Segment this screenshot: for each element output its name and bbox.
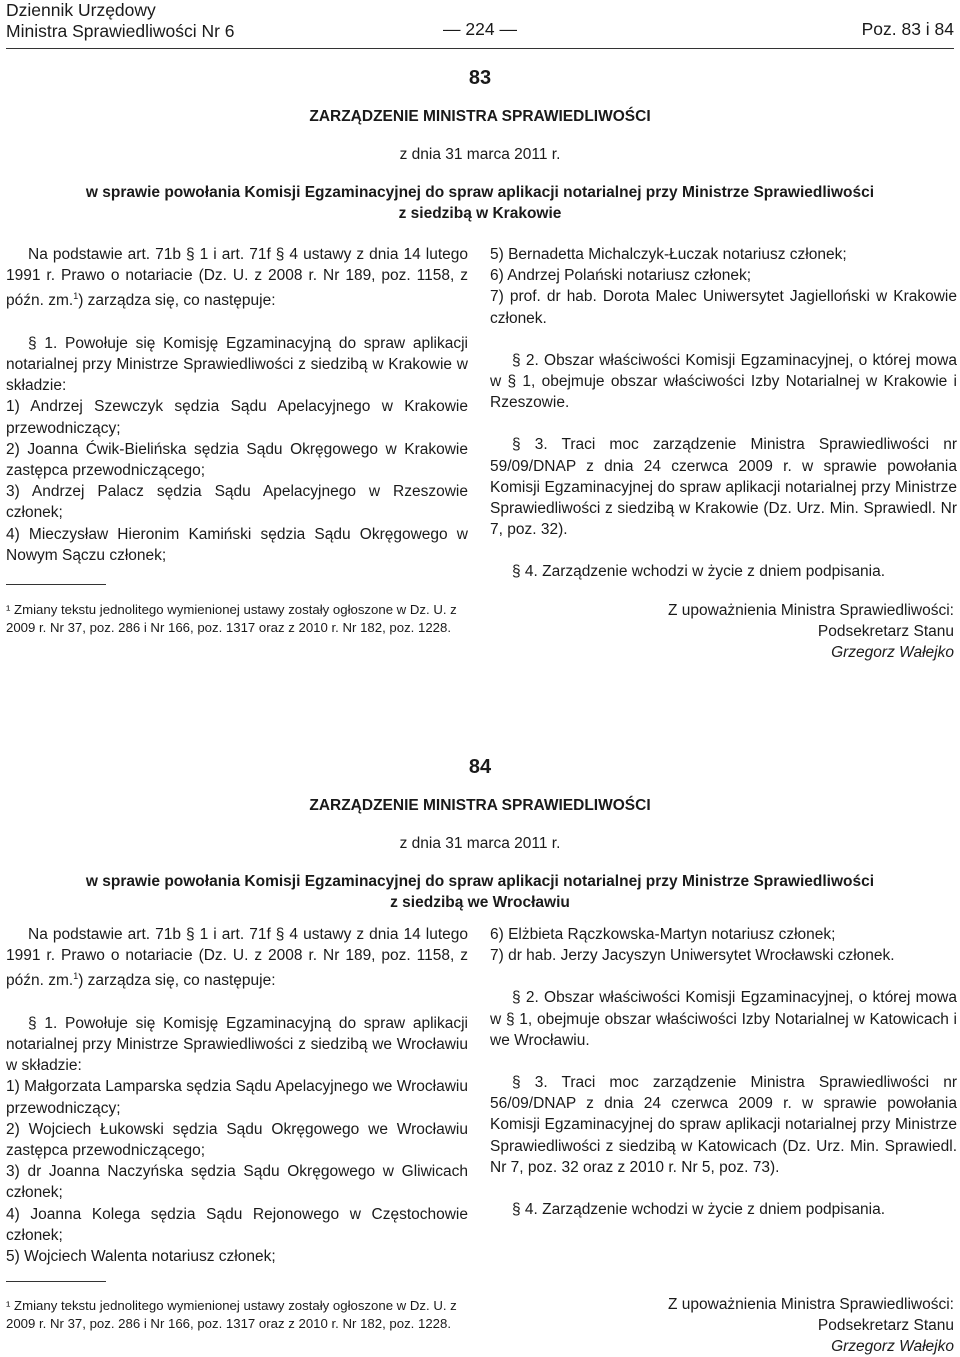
signature-authority: Z upoważnienia Ministra Sprawiedliwości: [667, 1296, 954, 1313]
doc83-paragraph-3: § 3. Traci moc zarządzenie Ministra Sprawiedliwości nr 59/09/DNAP z dnia 24 czerwca 2009 r. w sprawie powołania Komisji Egzaminacyjnej do spraw aplikacji notarialnej przy Ministrze Sprawiedliwości z siedzibą w Krakowie (Dz. Urz. Min. Sprawiedl. Nr 7, poz. 32). [490, 436, 957, 539]
positions-label: Poz. 83 i 84 [861, 19, 954, 39]
doc83-paragraph-2: § 2. Obszar właściwości Komisji Egzaminacyjnej, o której mowa w § 1, obejmuje obszar właściwości Izby Notarialnej w Krakowie i Rzeszowie. [490, 351, 957, 412]
list-item: 6) Andrzej Polański notariusz członek; [490, 267, 752, 285]
list-item: 3) dr Joanna Naczyńska sędzia Sądu Okręgowego w Gliwicach członek; [6, 1163, 468, 1202]
list-item: 5) Bernadetta Michalczyk-Łuczak notariusz członek; [490, 246, 847, 263]
doc83-right-column [490, 244, 957, 583]
doc84-footnote-rule [6, 1281, 106, 1282]
doc84-paragraph-1: § 1. Powołuje się Komisję Egzaminacyjną do spraw aplikacji notarialnej przy Ministrze Sprawiedliwości z siedzibą we Wrocławiu w składzie: [6, 1014, 468, 1075]
list-item: 4) Mieczysław Hieronim Kamiński sędzia Sądu Okręgowego w Nowym Sączu członek; [6, 525, 468, 564]
doc83-paragraph-4: § 4. Zarządzenie wchodzi w życie z dniem podpisania. [512, 563, 886, 581]
doc84-signature [668, 1294, 954, 1357]
list-item: 1) Małgorzata Lamparska sędzia Sądu Apelacyjnego we Wrocławiu przewodniczący; [6, 1078, 468, 1117]
doc84-right-column [490, 924, 957, 1220]
doc84-left-column [6, 924, 468, 1267]
doc84-preamble: Na podstawie art. 71b § 1 i art. 71f § 4 ustawy z dnia 14 lutego 1991 r. Prawo o notariacie (Dz. U. z 2008 r. Nr 189, poz. 1158, z późn. zm.$^1$) zarządza się, co następuje: [6, 926, 468, 990]
signature-name: Grzegorz Wałejko [831, 1338, 954, 1355]
page-number: — 224 — [443, 19, 517, 39]
doc83-number: 83 [468, 67, 492, 89]
doc84-paragraph-3: § 3. Traci moc zarządzenie Ministra Sprawiedliwości nr 56/09/DNAP z dnia 24 czerwca 2009 r. w sprawie powołania Komisji Egzaminacyjnej do spraw aplikacji notarialnej przy Ministrze Sprawiedliwości z siedzibą w Katowicach (Dz. Urz. Min. Sprawiedl. Nr 7, poz. 32 oraz z 2010 r. Nr 5, poz. 73). [490, 1074, 957, 1176]
doc84-heading [0, 755, 960, 913]
list-item: 1) Andrzej Szewczyk sędzia Sądu Apelacyjnego w Krakowie przewodniczący; [6, 398, 468, 437]
doc84-paragraph-2: § 2. Obszar właściwości Komisji Egzaminacyjnej, o której mowa w § 1, obejmuje obszar właściwości Izby Notarialnej w Katowicach i we Wrocławiu. [490, 989, 957, 1049]
signature-authority: Z upoważnienia Ministra Sprawiedliwości: [667, 602, 954, 619]
list-item: 5) Wojciech Walenta notariusz członek; [6, 1248, 276, 1265]
doc83-footnote-rule [6, 584, 106, 585]
doc84-title: ZARZĄDZENIE MINISTRA SPRAWIEDLIWOŚCI [309, 797, 651, 814]
doc83-date: z dnia 31 marca 2011 r. [399, 146, 561, 163]
list-item: 2) Joanna Ćwik-Bielińska sędzia Sądu Okręgowego w Krakowie zastępca przewodniczącego; [6, 440, 468, 479]
list-item: 7) dr hab. Jerzy Jacyszyn Uniwersytet Wrocławski członek. [490, 947, 895, 965]
header-divider [6, 48, 954, 49]
doc83-heading [0, 66, 960, 224]
doc84-date: z dnia 31 marca 2011 r. [399, 835, 561, 852]
signature-title: Podsekretarz Stanu [817, 623, 954, 640]
doc83-title: ZARZĄDZENIE MINISTRA SPRAWIEDLIWOŚCI [309, 108, 651, 125]
doc84-footnote: ¹ Zmiany tekstu jednolitego wymienionej ustawy zostały ogłoszone w Dz. U. z 2009 r. Nr 37, poz. 286 i Nr 166, poz. 1317 oraz z 2010 r. Nr 182, poz. 1228. [6, 1298, 457, 1331]
signature-name: Grzegorz Wałejko [831, 644, 954, 661]
doc84-number: 84 [468, 756, 492, 778]
journal-line-1: Dziennik Urzędowy [6, 0, 156, 20]
doc83-preamble: Na podstawie art. 71b § 1 i art. 71f § 4 ustawy z dnia 14 lutego 1991 r. Prawo o notariacie (Dz. U. z 2008 r. Nr 189, poz. 1158, z późn. zm.$^1$) zarządza się, co następuje: [6, 246, 468, 310]
doc83-signature [668, 600, 954, 663]
doc83-footnote: ¹ Zmiany tekstu jednolitego wymienionej ustawy zostały ogłoszone w Dz. U. z 2009 r. Nr 37, poz. 286 i Nr 166, poz. 1317 oraz z 2010 r. Nr 182, poz. 1228. [6, 602, 457, 635]
list-item: 3) Andrzej Palacz sędzia Sądu Apelacyjnego w Rzeszowie członek; [6, 483, 468, 522]
doc83-subject [30, 182, 930, 224]
doc84-paragraph-4: § 4. Zarządzenie wchodzi w życie z dniem podpisania. [512, 1201, 886, 1219]
list-item: 2) Wojciech Łukowski sędzia Sądu Okręgowego we Wrocławiu zastępca przewodniczącego; [6, 1120, 468, 1159]
list-item: 6) Elżbieta Rączkowska-Martyn notariusz członek; [490, 926, 836, 943]
list-item: 4) Joanna Kolega sędzia Sądu Rejonowego w Częstochowie członek; [6, 1205, 468, 1244]
list-item: 7) prof. dr hab. Dorota Malec Uniwersytet Jagielloński w Krakowie członek. [490, 288, 957, 327]
doc83-subject-line-2: z siedzibą w Krakowie [398, 205, 562, 222]
journal-line-2: Ministra Sprawiedliwości Nr 6 [6, 21, 235, 41]
doc83-left-column [6, 244, 468, 566]
doc84-subject [30, 871, 930, 913]
signature-title: Podsekretarz Stanu [817, 1317, 954, 1334]
doc83-paragraph-1: § 1. Powołuje się Komisję Egzaminacyjną do spraw aplikacji notarialnej przy Ministrze Sprawiedliwości z siedzibą w Krakowie w składzie: [6, 334, 468, 395]
doc84-subject-line-1: w sprawie powołania Komisji Egzaminacyjnej do spraw aplikacji notarialnej przy Ministrze Sprawiedliwości [85, 873, 875, 890]
doc83-subject-line-1: w sprawie powołania Komisji Egzaminacyjnej do spraw aplikacji notarialnej przy Ministrze Sprawiedliwości [85, 184, 875, 201]
doc84-subject-line-2: z siedzibą we Wrocławiu [390, 894, 570, 911]
